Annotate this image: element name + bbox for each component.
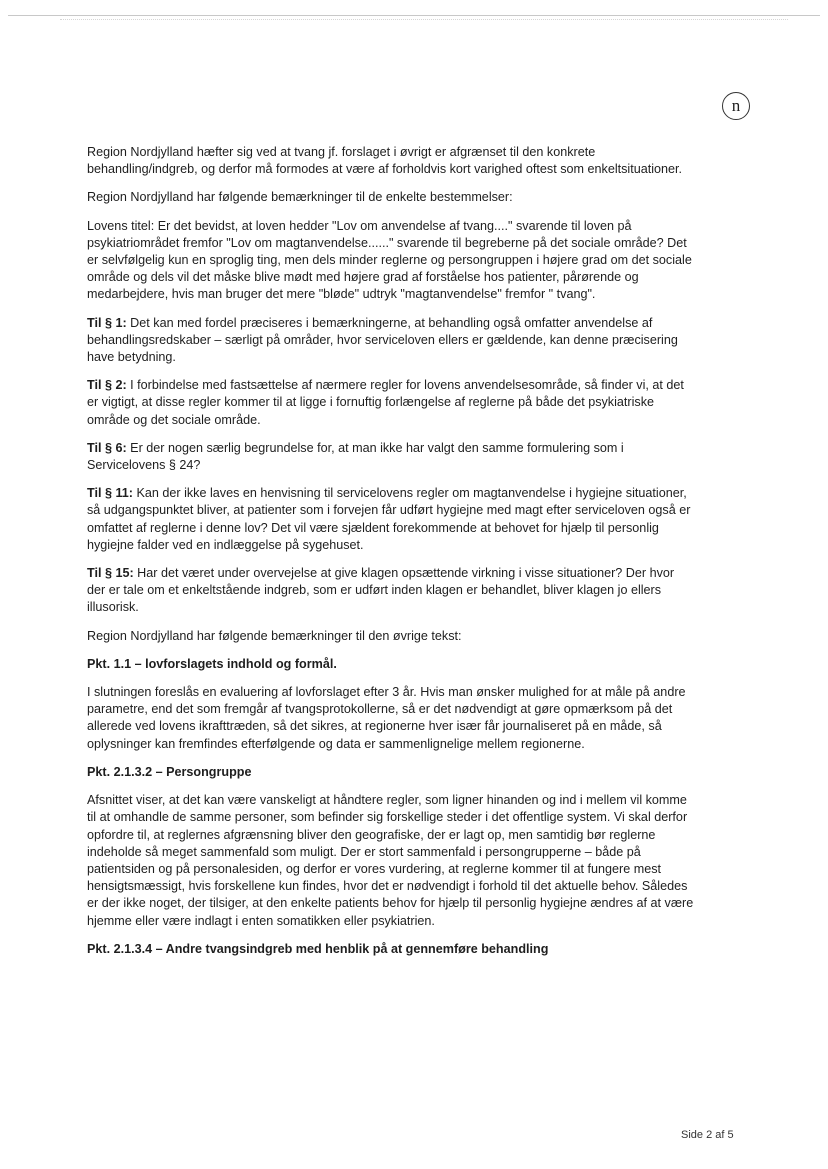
paragraph-section-15 [87,565,695,617]
paragraph: Region Nordjylland har følgende bemærkninger til den øvrige tekst: [87,628,462,643]
paragraph: Afsnittet viser, at det kan være vanskeligt at håndtere regler, som ligner hinanden og ind i mellem vil komme til at omhandle de samme personer, som befinder sig forskellige steder i det offentlige system. Vi skal derfor opfordre til, at reglernes afgrænsning bliver den geografiske, der er lagt op, men samtidig bør reglerne indeholde så meget sammenfald som muligt. Der er stort sammenfald i persongrupperne – både på patientsiden og på personalesiden, og derfor er vores vurdering, at reglerne kommer til at fungere mest hensigtsmæssigt, hvis forskellene kun findes, hvor det er nødvendigt i forhold til det aktuelle behov. Således er der ikke noget, der tilsiger, at den enkelte patients behov for hjælp til personlig hygiejne ændres af at være hjemme eller være indlagt i enten somatikken eller psykiatrien. [87,793,694,928]
logo-glyph: n [731,96,741,115]
section-text: Kan der ikke laves en henvisning til servicelovens regler om magtanvendelse i hygiejne situationer, så udgangspunktet bliver, at patienter som i forvejen får udført hygiejne med magt efter serviceloven også er omfattet af reglerne i denne lov? Det vil være sjældent forekommende at behovet for hjælp til personlig hygiejne falder ved en indlæggelse på sygehuset. [87,486,691,552]
paragraph: I slutningen foreslås en evaluering af lovforslaget efter 3 år. Hvis man ønsker mulighed for at måle på andre parametre, end det som fremgår af tvangsprotokollerne, så er det nødvendigt at gøre opmærksom på det allerede ved lovens ikrafttræden, så det sikres, at regionerne hver især får journaliseret på en måde, så oplysninger kan fremfindes efterfølgende og data er sammenlignelige mellem regionerne. [87,685,686,751]
section-text: Har det været under overvejelse at give klagen opsættende virkning i visse situationer? Der hvor der er tale om et enkeltstående indgreb, som er udført inden klagen er behandlet, bliver klagen jo ellers illusorisk. [87,566,675,615]
section-label: Til § 2: [87,378,127,393]
section-label: Til § 1: [87,315,127,330]
section-label: Til § 15: [87,566,134,581]
section-text: Er der nogen særlig begrundelse for, at man ikke har valgt den samme formulering som i Servicelovens § 24? [87,440,624,473]
page-number: Side 2 af 5 [681,1129,734,1141]
section-heading: Pkt. 2.1.3.4 – Andre tvangsindgreb med henblik på at gennemføre behandling [87,941,549,956]
paragraph-section-6 [87,440,695,474]
section-heading: Pkt. 2.1.3.2 – Persongruppe [87,764,252,779]
region-logo-icon [722,92,750,120]
section-text: Det kan med fordel præciseres i bemærkningerne, at behandling også omfatter anvendelse af behandlingsredskaber – særligt på områder, hvor serviceloven ellers er gældende, kan denne præcisering have betydning. [87,315,678,365]
paragraph: Region Nordjylland hæfter sig ved at tvang jf. forslaget i øvrigt er afgrænset til den konkrete behandling/indgreb, og derfor må formodes at være af forholdvis kort varighed oftest som enkeltsituationer. [87,145,683,177]
section-label: Til § 11: [87,486,133,501]
paragraph-section-2 [87,377,695,429]
section-label: Til § 6: [87,440,127,455]
header-rule-dotted [60,19,788,20]
header-rule [8,15,820,16]
paragraph-section-11 [87,485,695,554]
paragraph: Region Nordjylland har følgende bemærkninger til de enkelte bestemmelser: [87,190,513,205]
section-heading: Pkt. 1.1 – lovforslagets indhold og formål. [87,656,337,671]
paragraph: Lovens titel: Er det bevidst, at loven hedder "Lov om anvendelse af tvang...." svarende til loven på psykiatriområdet fremfor "Lov om magtanvendelse......" svarende til begreberne på det sociale område? Det er selvfølgelig kun en sproglig ting, men dels minder reglerne og persongruppen i højere grad om det sociale område og dels vil det måske blive mødt med højere grad af forståelse hos patienter, pårørende og medarbejdere, hvis man bruger det mere "bløde" udtryk "magtanvendelse" fremfor " tvang". [87,218,692,302]
section-text: I forbindelse med fastsættelse af nærmere regler for lovens anvendelsesområde, så finder vi, at det er vigtigt, at disse regler kommer til at ligge i fornuftig forlængelse af reglerne på både det psykiatriske område og det sociale område. [87,378,684,427]
paragraph-section-1 [87,315,695,367]
document-body [87,144,695,969]
